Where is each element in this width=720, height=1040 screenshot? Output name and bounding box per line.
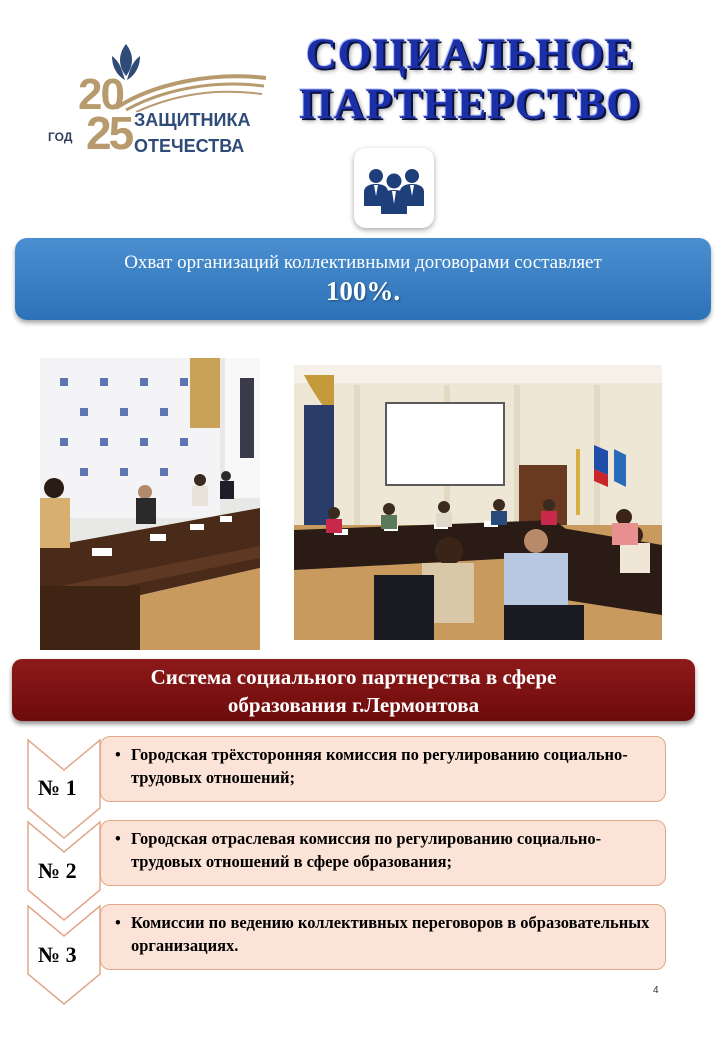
bullet-2: • bbox=[115, 829, 121, 848]
page-title-line2: ПАРТНЕРСТВО bbox=[299, 81, 641, 128]
bullet-1: • bbox=[115, 745, 121, 764]
coverage-value: 100%. bbox=[325, 276, 401, 306]
list-item-1 bbox=[100, 736, 666, 802]
logo-line1: ЗАЩИТНИКА bbox=[134, 110, 251, 130]
bullet-3: • bbox=[115, 913, 121, 932]
meeting-photo-2 bbox=[294, 365, 662, 640]
page-title bbox=[255, 30, 685, 130]
page-title-line1: СОЦИАЛЬНОЕ bbox=[305, 31, 635, 78]
section-header bbox=[12, 659, 695, 721]
logo-year-defender bbox=[38, 42, 268, 167]
section-header-line2: образования г.Лермонтова bbox=[227, 693, 480, 717]
coverage-banner bbox=[15, 238, 711, 320]
list-item-text-1: Городская трёхсторонняя комиссия по регулированию социально-трудовых отношений; bbox=[131, 745, 628, 787]
logo-line2: ОТЕЧЕСТВА bbox=[134, 136, 245, 156]
item-number-1: № 1 bbox=[38, 775, 77, 800]
page-number: 4 bbox=[653, 985, 659, 996]
logo-god: ГОД bbox=[48, 130, 73, 144]
coverage-text: Охват организаций коллективными договорами составляет bbox=[124, 252, 602, 273]
list-item-3 bbox=[100, 904, 666, 970]
logo-year-bottom: 25 bbox=[86, 107, 132, 159]
meeting-photo-1 bbox=[40, 358, 260, 650]
section-header-line1: Система социального партнерства в сфере bbox=[150, 665, 557, 689]
list-item-2 bbox=[100, 820, 666, 886]
item-number-2: № 2 bbox=[38, 858, 77, 883]
logo-year-top: 20 bbox=[78, 70, 123, 119]
list-item-text-3: Комиссии по ведению коллективных переговоров в образовательных организациях. bbox=[131, 913, 650, 955]
list-item-text-2: Городская отраслевая комиссия по регулированию социально-трудовых отношений в сфере образования; bbox=[131, 829, 602, 871]
item-number-3: № 3 bbox=[38, 942, 77, 967]
logo-swoosh-decoration bbox=[116, 72, 266, 112]
team-people-icon bbox=[354, 148, 434, 228]
